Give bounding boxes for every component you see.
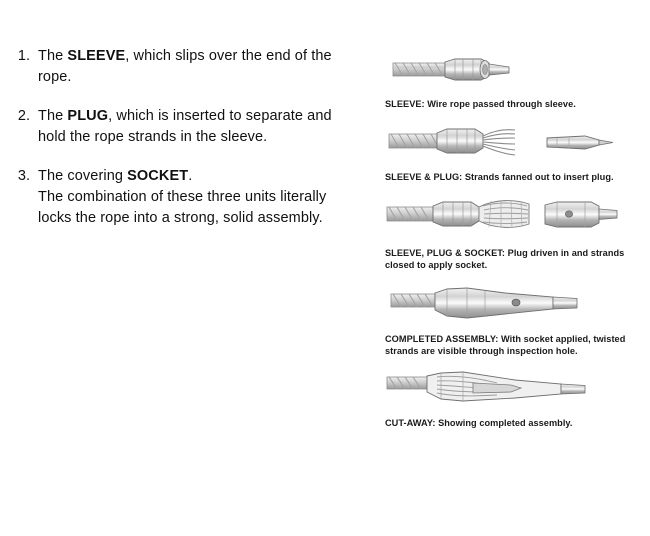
- list-item-text-tail: , which is inserted to separate and hold the rope strands in the sleeve.: [38, 108, 332, 145]
- figure-completed-assembly: [385, 281, 635, 357]
- list-item-text-tail: , which slips over the end of the rope.: [38, 48, 332, 85]
- figure-sleeve-plug-socket: [385, 193, 635, 271]
- list-item-text: [38, 166, 352, 229]
- figure-caption-rest: Plug driven in and strands closed to apply socket.: [385, 248, 625, 270]
- list-item: [0, 106, 352, 148]
- list-item-text-period: .: [188, 168, 193, 184]
- figure-caption-lead: SLEEVE:: [385, 99, 425, 109]
- figure-caption-lead: SLEEVE, PLUG & SOCKET:: [385, 248, 506, 258]
- list-item-number: 1.: [17, 48, 30, 64]
- figure-caption-rest: Wire rope passed through sleeve.: [424, 99, 576, 109]
- completed-assembly-illustration: [385, 281, 635, 331]
- figure-caption-lead: COMPLETED ASSEMBLY:: [385, 334, 499, 344]
- instruction-list: [0, 46, 352, 247]
- list-item-keyword: SLEEVE: [67, 48, 126, 64]
- figure-sleeve-and-plug: [385, 121, 635, 184]
- sleeve-and-plug-illustration: [385, 121, 635, 169]
- list-item-keyword: SOCKET: [127, 168, 189, 184]
- figure-caption: [385, 172, 635, 184]
- figure-caption: [385, 418, 635, 430]
- list-item-keyword: PLUG: [67, 108, 109, 124]
- figure-cut-away: [385, 367, 635, 430]
- figure-caption: [385, 248, 635, 271]
- figure-caption-lead: CUT-AWAY:: [385, 418, 436, 428]
- figure-caption: [385, 334, 635, 357]
- figure-caption: [385, 99, 635, 111]
- list-item-text-plain: The: [38, 48, 68, 64]
- cut-away-illustration: [385, 367, 635, 415]
- figure-caption-rest: Showing completed assembly.: [435, 418, 573, 428]
- list-item-text-plain: The covering: [38, 168, 128, 184]
- sleeve-illustration: [385, 52, 635, 96]
- list-item-text-plain: The: [38, 108, 68, 124]
- figure-caption-rest: Strands fanned out to insert plug.: [462, 171, 614, 182]
- list-item-number: 3.: [17, 168, 30, 184]
- figure-column: [385, 52, 635, 440]
- list-item-text-tail: The combination of these three units literally locks the rope into a strong, solid assembly.: [38, 189, 327, 226]
- list-item-text: [38, 46, 352, 88]
- list-item-text: [38, 106, 352, 148]
- figure-sleeve: [385, 52, 635, 111]
- sleeve-plug-socket-illustration: [385, 193, 635, 245]
- list-item: [0, 166, 352, 229]
- figure-caption-lead: SLEEVE & PLUG:: [385, 171, 463, 182]
- figure-caption-rest: With socket applied, twisted strands are visible through inspection hole.: [385, 334, 626, 356]
- list-item: [0, 46, 352, 88]
- list-item-number: 2.: [17, 108, 30, 124]
